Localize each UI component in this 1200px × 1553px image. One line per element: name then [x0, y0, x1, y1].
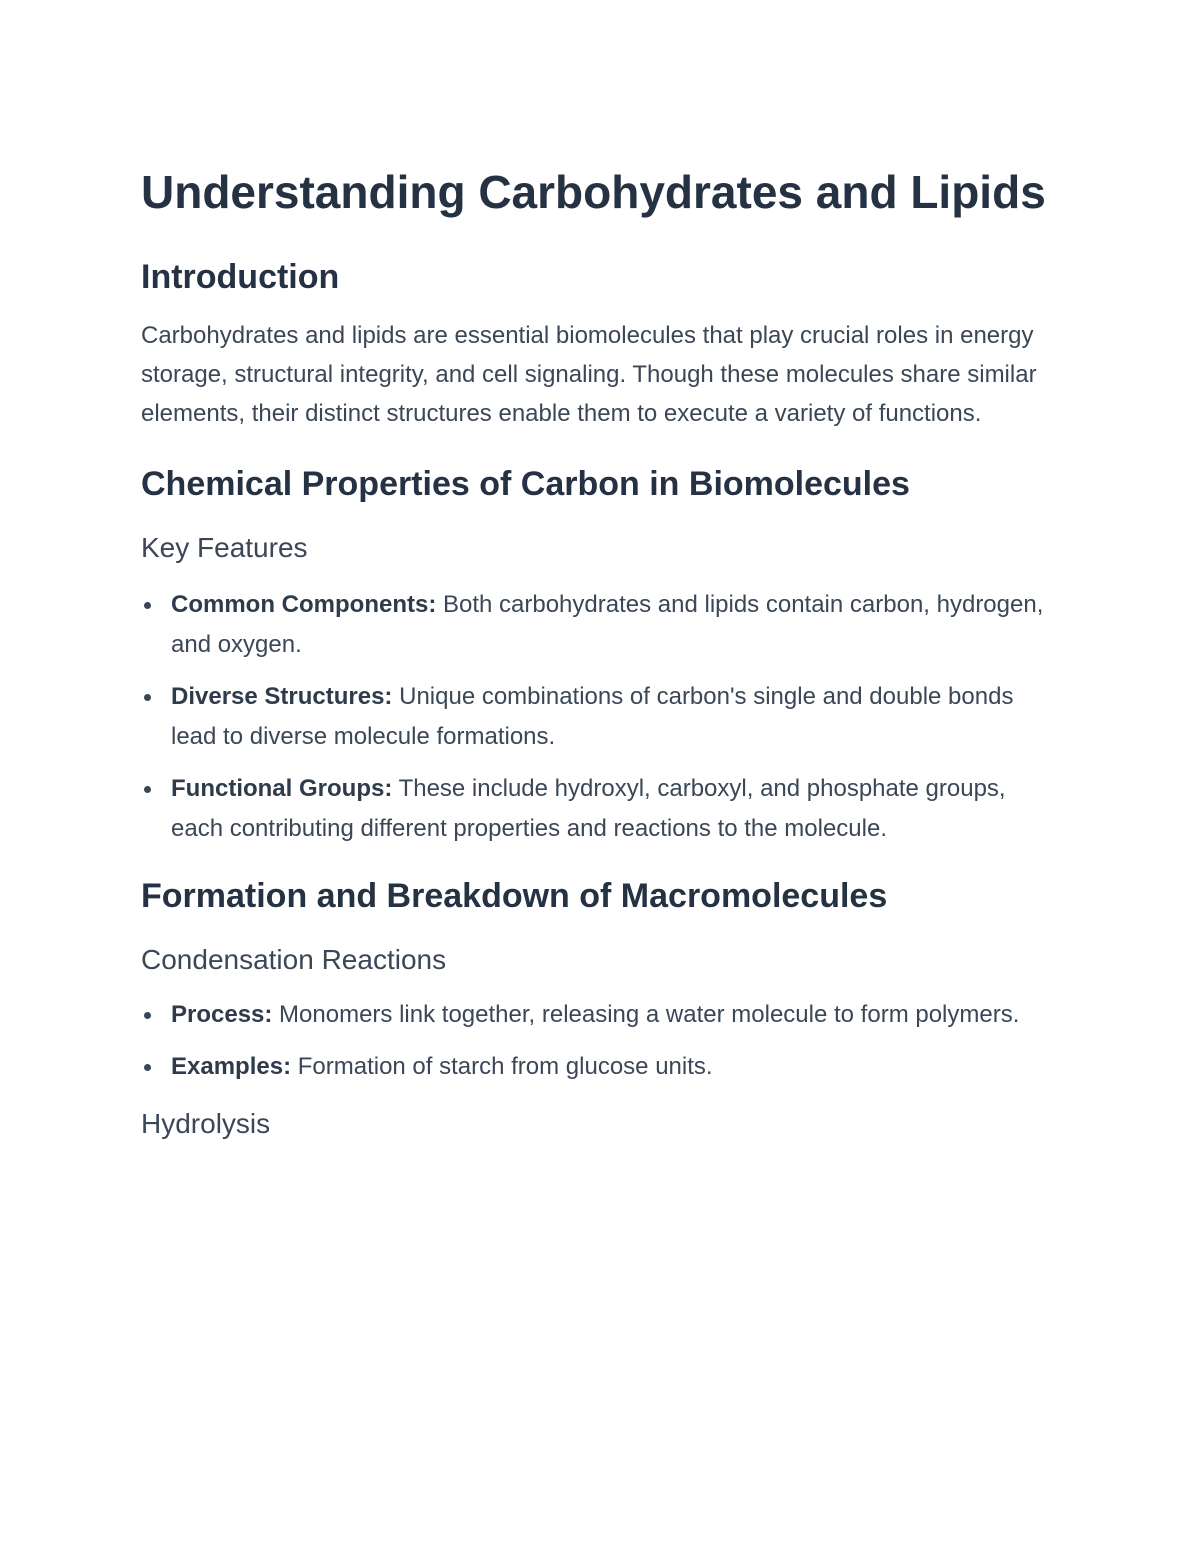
list-item-term: Process: [171, 1001, 273, 1028]
list-item-text: Unique combinations of carbon's single and double bonds lead to diverse molecule formations. [171, 683, 1014, 750]
list-item-text: These include hydroxyl, carboxyl, and phosphate groups, each contributing different properties and reactions to the molecule. [171, 775, 1006, 842]
list-item [141, 585, 1061, 665]
list-item-term: Diverse Structures: [171, 683, 393, 710]
chemical-properties-heading: Chemical Properties of Carbon in Biomolecules [141, 465, 910, 503]
list-item [141, 995, 1061, 1035]
list-item-term: Functional Groups: [171, 775, 393, 802]
document-title: Understanding Carbohydrates and Lipids [141, 166, 1046, 218]
formation-breakdown-heading: Formation and Breakdown of Macromolecules [141, 877, 888, 915]
list-item-term: Examples: [171, 1053, 292, 1080]
list-item [141, 1047, 1061, 1087]
introduction-paragraph: Carbohydrates and lipids are essential biomolecules that play crucial roles in energy storage, structural integrity, and cell signaling. Though these molecules share similar elements, their distinct structures enable them to execute a variety of functions. [141, 322, 1037, 427]
document-page [141, 160, 1061, 1141]
introduction-heading: Introduction [141, 258, 340, 296]
list-item [141, 769, 1061, 849]
list-item-term: Common Components: [171, 591, 437, 618]
list-item-text: Both carbohydrates and lipids contain carbon, hydrogen, and oxygen. [171, 591, 1044, 658]
key-features-heading: Key Features [141, 532, 308, 563]
hydrolysis-heading: Hydrolysis [141, 1108, 271, 1139]
key-features-list [141, 585, 1061, 849]
condensation-list [141, 995, 1061, 1087]
list-item-text: Monomers link together, releasing a water molecule to form polymers. [272, 1001, 1020, 1028]
list-item-text: Formation of starch from glucose units. [291, 1053, 713, 1080]
condensation-reactions-heading: Condensation Reactions [141, 944, 447, 975]
list-item [141, 677, 1061, 757]
